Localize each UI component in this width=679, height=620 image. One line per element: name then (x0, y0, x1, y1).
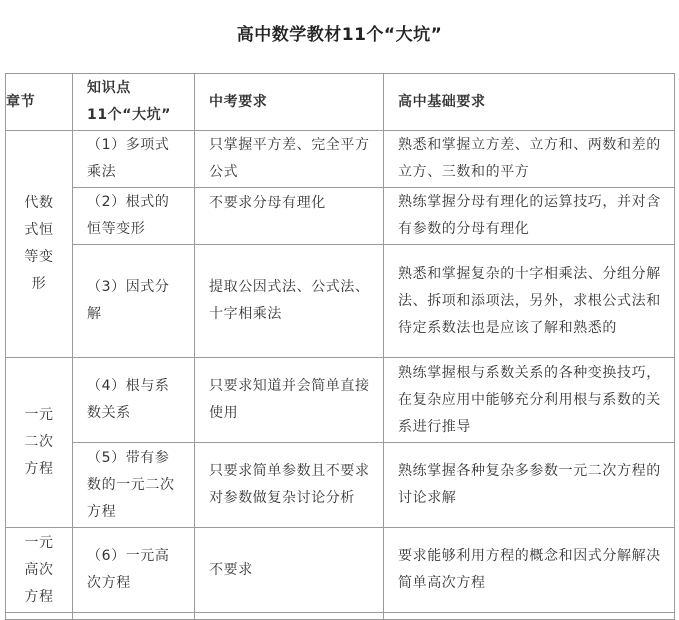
chapter-cell: 一元高次方程 (6, 528, 73, 613)
table-row (6, 528, 675, 613)
high-requirement-cell: 熟悉和掌握复杂的十字相乘法、分组分解法、拆项和添项法，另外，求根公式法和待定系数法也是应该了解和熟悉的 (384, 245, 675, 358)
table-row (6, 443, 675, 528)
empty-cell (384, 613, 675, 620)
high-requirement-cell: 熟悉和掌握立方差、立方和、两数和差的立方、三数和的平方 (384, 131, 675, 188)
table-row-clipped (6, 613, 675, 620)
topic-cell: （1）多项式乘法 (73, 131, 195, 188)
high-requirement-cell: 熟练掌握分母有理化的运算技巧，并对含有参数的分母有理化 (384, 188, 675, 245)
table-row (6, 188, 675, 245)
header-topic (73, 74, 195, 131)
middle-requirement-cell: 提取公因式法、公式法、十字相乘法 (195, 245, 384, 358)
middle-requirement-cell: 只掌握平方差、完全平方公式 (195, 131, 384, 188)
comparison-table (5, 73, 675, 620)
high-requirement-cell: 要求能够利用方程的概念和因式分解解决简单高次方程 (384, 528, 675, 613)
chapter-cell: 一元二次方程 (6, 358, 73, 528)
table-row (6, 131, 675, 188)
topic-cell: （6）一元高次方程 (73, 528, 195, 613)
header-middle-school: 中考要求 (195, 74, 384, 131)
topic-cell: （4）根与系数关系 (73, 358, 195, 443)
empty-cell (195, 613, 384, 620)
high-requirement-cell: 熟练掌握根与系数关系的各种变换技巧，在复杂应用中能够充分利用根与系数的关系进行推导 (384, 358, 675, 443)
topic-cell: （2）根式的恒等变形 (73, 188, 195, 245)
empty-cell (73, 613, 195, 620)
table-header-row (6, 74, 675, 131)
header-high-school: 高中基础要求 (384, 74, 675, 131)
middle-requirement-cell: 只要求简单参数且不要求对参数做复杂讨论分析 (195, 443, 384, 528)
chapter-cell: 代数式恒等变形 (6, 131, 73, 358)
table-row (6, 358, 675, 443)
topic-cell: （3）因式分解 (73, 245, 195, 358)
header-topic-line2: 11个“大坑” (87, 107, 172, 123)
topic-cell: （5）带有参数的一元二次方程 (73, 443, 195, 528)
high-requirement-cell: 熟练掌握各种复杂多参数一元二次方程的讨论求解 (384, 443, 675, 528)
middle-requirement-cell: 不要求分母有理化 (195, 188, 384, 245)
page-title: 高中数学教材11个“大坑” (236, 25, 443, 45)
table-row (6, 245, 675, 358)
middle-requirement-cell: 只要求知道并会简单直接使用 (195, 358, 384, 443)
header-chapter: 章节 (6, 74, 73, 131)
empty-cell (6, 613, 73, 620)
header-topic-line1: 知识点 (87, 80, 131, 96)
middle-requirement-cell: 不要求 (195, 528, 384, 613)
